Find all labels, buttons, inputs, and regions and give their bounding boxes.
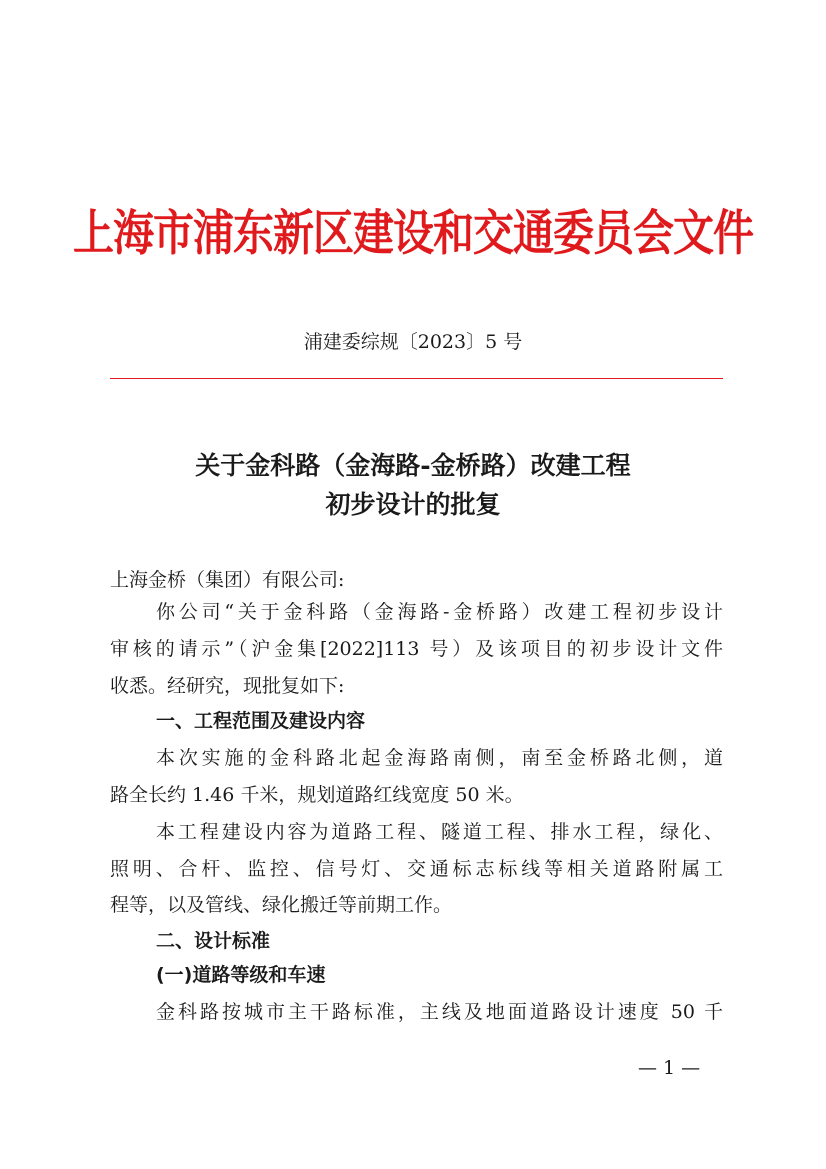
addressee: 上海金桥（集团）有限公司: (110, 569, 345, 591)
section-1-para-1-line-1: 本次实施的金科路北起金海路南侧，南至金桥路北侧，道 (156, 747, 723, 769)
section-1-para-2-line-3: 程等，以及管线、绿化搬迁等前期工作。 (110, 894, 453, 916)
section-1-heading: 一、工程范围及建设内容 (156, 710, 366, 732)
document-number: 浦建委综规〔2023〕5 号 (303, 331, 523, 353)
document-title-line-1: 关于金科路（金海路-金桥路）改建工程 (195, 451, 631, 480)
section-1-para-2-line-1: 本工程建设内容为道路工程、隧道工程、排水工程，绿化、 (156, 821, 723, 843)
red-divider (110, 378, 723, 379)
intro-line-3: 收悉。经研究，现批复如下: (110, 675, 345, 697)
section-2-para-1-line-1: 金科路按城市主干路标准，主线及地面道路设计速度 50 千 (156, 1001, 723, 1023)
document-title-line-2: 初步设计的批复 (325, 490, 501, 519)
section-2-heading: 二、设计标准 (156, 930, 271, 952)
subsection-heading: (一)道路等级和车速 (156, 964, 326, 986)
section-1-para-1-line-2: 路全长约 1.46 千米，规划道路红线宽度 50 米。 (110, 784, 524, 806)
intro-line-1: 你公司“关于金科路（金海路-金桥路）改建工程初步设计 (156, 601, 723, 623)
issuing-authority-header: 上海市浦东新区建设和交通委员会文件 (73, 204, 753, 262)
section-1-para-2-line-2: 照明、合杆、监控、信号灯、交通标志标线等相关道路附属工 (110, 858, 723, 880)
intro-line-2: 审核的请示”（沪金集[2022]113 号）及该项目的初步设计文件 (110, 638, 723, 660)
page-number: — 1 — (638, 1057, 701, 1079)
